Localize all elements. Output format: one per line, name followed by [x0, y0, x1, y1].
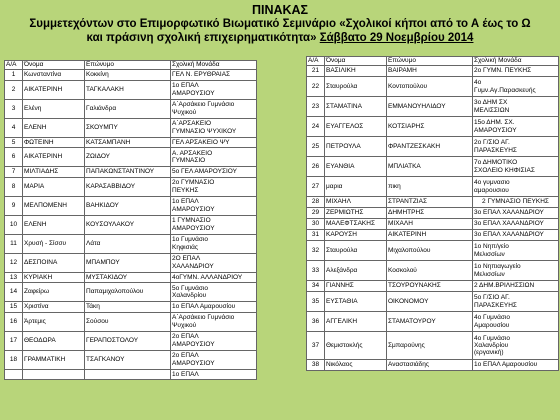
table-row	[307, 117, 559, 137]
cell-aa: 30	[307, 219, 325, 230]
school-line: ΑΜΑΡΟΥΣΙΟΥ	[172, 359, 215, 367]
table-row	[307, 97, 559, 117]
cell-name: Θεμιστοκλής	[325, 332, 387, 360]
school-line: Α΄Αρσάκειο Γυμνάσιο	[172, 101, 235, 109]
cell-aa: 32	[307, 241, 325, 261]
cell-name: ΦΩΤΕΙΝΗ	[23, 137, 85, 148]
school-line: 1ο ΕΠΑΛ	[172, 370, 199, 378]
cell-surname: ΤΣΑΓΚΑΝΟΥ	[85, 350, 171, 369]
cell-surname: πικη	[387, 177, 473, 197]
school-line: ΑΜΑΡΟΥΣΙΟΥ	[172, 224, 215, 232]
school-line: Μελισσίων	[474, 270, 505, 278]
table-row	[5, 272, 257, 283]
cell-school	[171, 148, 257, 167]
school-line: 3ο ΕΠΑΛ ΧΑΛΑΝΔΡΙΟΥ	[474, 231, 544, 239]
school-line: 4οΓΥΜΝ. ΑΛΛΑΝΔΡΙΟΥ	[172, 273, 243, 281]
cell-aa: 1	[5, 70, 23, 81]
cell-aa: 24	[307, 117, 325, 137]
cell-aa: 4	[5, 118, 23, 137]
cell-surname: ΒΑΗΚΙΔΟΥ	[85, 196, 171, 215]
school-line: ΑΜΑΡΟΥΣΙΟΥ	[172, 340, 215, 348]
school-line: ΠΑΡΑΣΚΕΥΗΣ	[474, 301, 517, 309]
participants-table-left	[4, 60, 257, 380]
cell-name: ΓΙΑΝΝΗΣ	[325, 281, 387, 292]
cell-name: ΔΕΣΠΟΙΝΑ	[23, 253, 85, 272]
table-header-row	[5, 61, 257, 70]
school-line: 4ο Γυμνάσιο	[474, 334, 510, 342]
seminar-subtitle-text: και πράσινη σχολική επιχειρηματικότητα»	[86, 32, 320, 44]
cell-surname: Κοκκίνη	[85, 70, 171, 81]
cell-school	[473, 208, 559, 219]
table-row	[307, 197, 559, 208]
cell-surname: ΟΙΚΟΝΟΜΟΥ	[387, 292, 473, 312]
cell-surname: Κοσκολού	[387, 261, 473, 281]
table-row	[5, 167, 257, 178]
school-line: 2ο ΓΥΜΝ. ΠΕΥΚΗΣ	[474, 67, 532, 75]
table-row	[5, 350, 257, 369]
cell-surname: Κοντοπούλου	[387, 77, 473, 97]
school-line: αμαρουσιου	[474, 186, 509, 194]
cell-school	[171, 137, 257, 148]
cell-name: Ελένη	[23, 99, 85, 118]
school-line: Μελισσίων	[474, 250, 505, 258]
cell-name: ΘΕΟΔΩΡΑ	[23, 331, 85, 350]
cell-aa: 13	[5, 272, 23, 283]
cell-name: Σταυρούλα	[325, 77, 387, 97]
cell-aa: 35	[307, 292, 325, 312]
school-line: 2Ο ΕΠΑΛ	[172, 255, 201, 263]
school-line: 5ο Γ/ΣΙΟ ΑΓ.	[474, 294, 510, 302]
cell-surname: ΖΩΙΔΟΥ	[85, 148, 171, 167]
table-row	[5, 253, 257, 272]
table-row	[5, 369, 257, 380]
school-line: ΠΕΥΚΗΣ	[172, 186, 199, 194]
cell-aa: 11	[5, 234, 23, 253]
cell-aa: 26	[307, 157, 325, 177]
cell-name: ΚΑΡΟΥΣΗ	[325, 230, 387, 241]
cell-surname: ΦΡΑΝΤΖΕΣΚΑΚΗ	[387, 137, 473, 157]
cell-surname: ΤΑΓΚΑΛΑΚΗ	[85, 80, 171, 99]
cell-surname: ΚΟΤΣΙΑΡΗΣ	[387, 117, 473, 137]
cell-school	[473, 97, 559, 117]
school-line: ΑΜΑΡΟΥΣΙΟΥ	[172, 205, 215, 213]
cell-school	[171, 167, 257, 178]
school-line: ΓΕΛ Ν. ΕΡΥΘΡΑΙΑΣ	[172, 71, 231, 79]
school-line: 3ο ΕΠΑΛ ΧΑΛΑΝΔΡΙΟΥ	[474, 220, 544, 228]
cell-school	[473, 117, 559, 137]
cell-surname: ΠΑΠΑΚΩΝΣΤΑΝΤΙΝΟΥ	[85, 167, 171, 178]
cell-aa: 2	[5, 80, 23, 99]
cell-school	[473, 281, 559, 292]
col-header-school: Σχολική Μονάδα	[473, 57, 559, 66]
table-row	[307, 292, 559, 312]
cell-name: ΕΥΑΓΓΕΛΟΣ	[325, 117, 387, 137]
cell-school	[473, 332, 559, 360]
cell-aa: 3	[5, 99, 23, 118]
school-line: ΑΜΑΡΟΥΣΙΟΥ	[172, 89, 215, 97]
cell-surname: Αναστασιάδης	[387, 360, 473, 371]
cell-aa: 37	[307, 332, 325, 360]
table-row	[307, 66, 559, 77]
cell-name: ΑΙΚΑΤΕΡΙΝΗ	[23, 80, 85, 99]
school-line: ΓΕΛ ΑΡΣΑΚΕΙΟ ΨΥ	[172, 138, 230, 146]
table-row	[307, 177, 559, 197]
cell-school	[473, 230, 559, 241]
cell-school	[171, 80, 257, 99]
cell-aa: 21	[307, 66, 325, 77]
cell-aa: 18	[5, 350, 23, 369]
cell-aa: 6	[5, 148, 23, 167]
table-row	[5, 312, 257, 331]
cell-surname: ΣΤΑΜΑΤΟΥΡΟΥ	[387, 312, 473, 332]
table-row	[5, 148, 257, 167]
cell-aa	[5, 369, 23, 380]
cell-name: Χρυσή - Σίσσυ	[23, 234, 85, 253]
cell-surname	[85, 369, 171, 380]
col-header-surname: Επώνυμο	[387, 57, 473, 66]
cell-surname: ΒΑΙΡΑΜΗ	[387, 66, 473, 77]
cell-surname: ΜΠΛΙΑΤΚΑ	[387, 157, 473, 177]
school-line: Α΄Αρσάκειο Γυμνάσιο	[172, 314, 235, 322]
cell-surname: ΜΠΑΜΠΟΥ	[85, 253, 171, 272]
school-line: 2 ΔΗΜ.ΒΡΙΛΗΣΣΙΩΝ	[474, 282, 535, 290]
cell-name: ΑΙΚΑΤΕΡΙΝΗ	[23, 148, 85, 167]
school-line: 7ο ΔΗΜΟΤΙΚΟ	[474, 159, 518, 167]
cell-name: ΕΛΕΝΗ	[23, 215, 85, 234]
cell-name: ΣΤΑΜΑΤΙΝΑ	[325, 97, 387, 117]
cell-aa: 29	[307, 208, 325, 219]
cell-surname: ΜΙΧΑΛΗ	[387, 219, 473, 230]
school-line: 1ο Νηπιαγωγείο	[474, 263, 521, 271]
table-row	[307, 77, 559, 97]
col-header-name: Όνομα	[23, 61, 85, 70]
table-row	[5, 70, 257, 81]
table-row	[5, 302, 257, 313]
cell-name: ΕΥΑΝΘΙΑ	[325, 157, 387, 177]
school-line: 1ο ΕΠΑΛ Αμαρουσίου	[172, 303, 236, 311]
cell-aa: 12	[5, 253, 23, 272]
seminar-subtitle	[0, 31, 560, 45]
cell-school	[473, 261, 559, 281]
cell-school	[473, 360, 559, 371]
cell-school	[473, 241, 559, 261]
school-line: 1 ΓΥΜΝΑΣΙΟ	[172, 217, 211, 225]
seminar-date: Σάββατο 29 Νοεμβρίου 2014	[319, 32, 474, 44]
cell-surname: ΤΣΟΥΡΟΥΝΑΚΗΣ	[387, 281, 473, 292]
cell-surname: ΚΟΥΣΟΥΛΑΚΟΥ	[85, 215, 171, 234]
cell-name: ΚΥΡΙΑΚΗ	[23, 272, 85, 283]
school-line: Χαλανδρίου	[172, 292, 207, 299]
cell-aa: 34	[307, 281, 325, 292]
cell-name: ΕΛΕΝΗ	[23, 118, 85, 137]
table-row	[5, 118, 257, 137]
cell-name: ΜΑΡΙΑ	[23, 177, 85, 196]
cell-school	[171, 234, 257, 253]
cell-name: μαρια	[325, 177, 387, 197]
school-line: 2ο ΕΠΑΛ	[172, 333, 199, 341]
table-header-row	[307, 57, 559, 66]
cell-aa: 25	[307, 137, 325, 157]
cell-name: ΜΙΛΤΙΑΔΗΣ	[23, 167, 85, 178]
cell-surname: ΔΗΜΗΤΡΗΣ	[387, 208, 473, 219]
cell-surname: ΣΚΟΥΜΠΥ	[85, 118, 171, 137]
school-line: 3ο ΔΗΜ ΣΧ	[474, 99, 508, 107]
school-line: 4ο γυμνασιο	[474, 179, 510, 187]
cell-surname: Σμπαρούνης	[387, 332, 473, 360]
cell-surname: ΕΜΜΑΝΟΥΗΛΙΔΟΥ	[387, 97, 473, 117]
table-row	[307, 157, 559, 177]
cell-school	[171, 283, 257, 302]
cell-aa: 31	[307, 230, 325, 241]
school-line: 1ο Γυμνάσιο	[172, 236, 208, 244]
table-row	[5, 215, 257, 234]
table-row	[5, 196, 257, 215]
table-row	[307, 261, 559, 281]
cell-name: ΒΑΣΙΛΙΚΗ	[325, 66, 387, 77]
school-line: 2ο Γ/ΣΙΟ ΑΓ.	[474, 139, 510, 147]
cell-name: Ζαφείρω	[23, 283, 85, 302]
col-header-aa: Α/Α	[307, 57, 325, 66]
school-line: 1ο ΕΠΑΛ	[172, 198, 199, 206]
cell-name: ΖΕΡΜΙΩΤΗΣ	[325, 208, 387, 219]
cell-surname: Λάτα	[85, 234, 171, 253]
cell-surname: ΣΤΡΑΝΤΖΙΑΣ	[387, 197, 473, 208]
cell-surname: ΚΑΤΣΑΜΠΑΝΗ	[85, 137, 171, 148]
school-line: ΓΥΜΝΑΣΙΟ ΨΥΧΙΚΟΥ	[172, 127, 237, 135]
cell-name: Άρτεμις	[23, 312, 85, 331]
col-header-aa: Α/Α	[5, 61, 23, 70]
table-row	[307, 208, 559, 219]
school-line: 15ο ΔΗΜ. ΣΧ.	[474, 119, 515, 127]
school-line: Α. ΑΡΣΑΚΕΙΟ	[172, 149, 213, 157]
school-line: 2 ΓΥΜΝΑΣΙΟ ΠΕΥΚΗΣ	[482, 198, 549, 206]
cell-school	[171, 99, 257, 118]
cell-aa: 27	[307, 177, 325, 197]
table-row	[5, 234, 257, 253]
col-header-name: Όνομα	[325, 57, 387, 66]
cell-school	[171, 302, 257, 313]
cell-school	[171, 331, 257, 350]
cell-school	[473, 312, 559, 332]
school-line: 4ο Γυμνάσιο	[474, 314, 510, 322]
school-line: ΣΧΟΛΕΙΟ ΚΗΦΙΣΙΑΣ	[474, 166, 535, 174]
cell-school	[171, 177, 257, 196]
cell-school	[473, 177, 559, 197]
cell-aa: 7	[5, 167, 23, 178]
school-line: Αμαρουσίου	[474, 321, 510, 329]
cell-school	[473, 157, 559, 177]
cell-name: ΓΡΑΜΜΑΤΙΚΗ	[23, 350, 85, 369]
school-line: ΓΥΜΝΑΣΙΟ	[172, 157, 206, 164]
cell-school	[473, 77, 559, 97]
school-line: 4ο	[474, 79, 482, 87]
school-line: 3ο ΕΠΑΛ ΧΑΛΑΝΔΡΙΟΥ	[474, 209, 544, 217]
school-line: Γυμν.Αγ.Παρασκευής	[474, 86, 536, 94]
cell-surname: ΓΕΡΑΠΟΣΤΟΛΟΥ	[85, 331, 171, 350]
cell-aa: 5	[5, 137, 23, 148]
cell-name: Κωνσταντίνα	[23, 70, 85, 81]
cell-surname: Τάκη	[85, 302, 171, 313]
cell-name: Νικόλαος	[325, 360, 387, 371]
cell-school	[171, 253, 257, 272]
cell-aa: 28	[307, 197, 325, 208]
school-line: Κηφισιάς	[172, 243, 198, 251]
cell-name: ΜΕΛΠΟΜΕΝΗ	[23, 196, 85, 215]
school-line: 2ο ΓΥΜΝΑΣΙΟ	[172, 179, 215, 187]
cell-school	[473, 292, 559, 312]
cell-name: Αλεξάνδρα	[325, 261, 387, 281]
cell-aa: 16	[5, 312, 23, 331]
school-line: 5ο ΓΕΛ ΑΜΑΡΟΥΣΙΟΥ	[172, 168, 237, 176]
cell-school	[473, 66, 559, 77]
school-line: ΠΑΡΑΣΚΕΥΗΣ	[474, 146, 517, 154]
cell-name: ΑΓΓΕΛΙΚΗ	[325, 312, 387, 332]
table-row	[307, 281, 559, 292]
cell-surname: Παπαμιχαλοπούλου	[85, 283, 171, 302]
cell-aa: 9	[5, 196, 23, 215]
school-line: 1ο ΕΠΑΛ	[172, 82, 199, 90]
cell-school	[473, 197, 559, 208]
col-header-surname: Επώνυμο	[85, 61, 171, 70]
cell-surname: ΑΙΚΑΤΕΡΙΝΗ	[387, 230, 473, 241]
cell-aa: 14	[5, 283, 23, 302]
cell-aa: 17	[5, 331, 23, 350]
cell-surname: Σούσου	[85, 312, 171, 331]
cell-school	[171, 118, 257, 137]
seminar-title: Συμμετεχόντων στο Επιμορφωτικό Βιωματικό Σεμινάριο «Σχολικοί κήποι από το Α έως το Ω	[29, 18, 531, 30]
table-row	[307, 312, 559, 332]
cell-aa: 15	[5, 302, 23, 313]
table-row	[5, 137, 257, 148]
table-row	[307, 230, 559, 241]
table-row	[5, 331, 257, 350]
school-line: 1ο Νηπ/γείο	[474, 243, 509, 251]
cell-surname: ΚΑΡΑΣΑΒΒΙΔΟΥ	[85, 177, 171, 196]
table-row	[5, 283, 257, 302]
cell-name: ΕΥΣΤΑΘΙΑ	[325, 292, 387, 312]
table-row	[5, 99, 257, 118]
cell-name: ΠΕΤΡΟΥΛΑ	[325, 137, 387, 157]
cell-aa: 10	[5, 215, 23, 234]
cell-school	[171, 369, 257, 380]
cell-school	[171, 196, 257, 215]
col-header-school: Σχολική Μονάδα	[171, 61, 257, 70]
cell-school	[171, 70, 257, 81]
cell-school	[171, 350, 257, 369]
table-row	[307, 241, 559, 261]
cell-school	[473, 219, 559, 230]
school-line: 1ο ΕΠΑΛ Αμαρουσίου	[474, 361, 538, 369]
school-line: Χαλανδρίου	[474, 341, 509, 349]
table-row	[5, 80, 257, 99]
cell-aa: 22	[307, 77, 325, 97]
cell-school	[171, 312, 257, 331]
cell-name: ΜΑΛΕΦΤΣΑΚΗΣ	[325, 219, 387, 230]
cell-name	[23, 369, 85, 380]
school-line: (εργανική)	[474, 349, 504, 357]
school-line: 5ο Γυμνάσιο	[172, 284, 208, 292]
school-line: 2ο ΕΠΑΛ	[172, 352, 199, 360]
school-line: ΜΕΛΙΣΣΙΩΝ	[474, 106, 510, 114]
cell-aa: 33	[307, 261, 325, 281]
table-heading: ΠΙΝΑΚΑΣ	[251, 3, 309, 17]
cell-aa: 8	[5, 177, 23, 196]
cell-school	[171, 215, 257, 234]
cell-name: Σταυρούλα	[325, 241, 387, 261]
table-row	[5, 177, 257, 196]
cell-aa: 23	[307, 97, 325, 117]
school-line: ΧΑΛΑΝΔΡΙΟΥ	[172, 262, 214, 270]
participants-table-right	[306, 56, 559, 371]
cell-name: ΜΙΧΑΗΛ	[325, 197, 387, 208]
cell-school	[171, 272, 257, 283]
cell-school	[473, 137, 559, 157]
school-line: Ψυχικού	[172, 108, 197, 116]
cell-surname: ΜΥΣΤΑΚΙΔΟΥ	[85, 272, 171, 283]
cell-surname: Γαλιάνδρα	[85, 99, 171, 118]
cell-aa: 38	[307, 360, 325, 371]
cell-surname: Μιχαλοπούλου	[387, 241, 473, 261]
school-line: Α΄ΑΡΣΑΚΕΙΟ	[172, 120, 212, 128]
school-line: ΑΜΑΡΟΥΣΙΟΥ	[474, 126, 517, 134]
table-row	[307, 137, 559, 157]
table-row	[307, 219, 559, 230]
cell-aa: 36	[307, 312, 325, 332]
page-header	[0, 0, 560, 56]
table-row	[307, 360, 559, 371]
table-row	[307, 332, 559, 360]
school-line: Ψυχικού	[172, 321, 197, 329]
cell-name: Χριστίνα	[23, 302, 85, 313]
